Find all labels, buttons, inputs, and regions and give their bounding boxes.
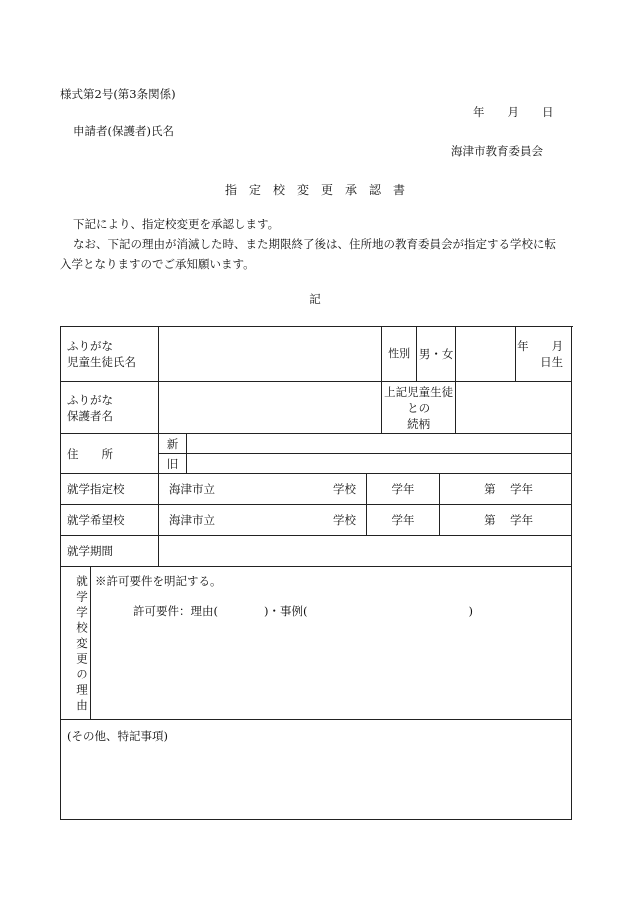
desired-school-suffix: 学校 xyxy=(333,513,357,527)
body-line-3: 入学となりますのでご承知願います。 xyxy=(60,257,255,271)
body-line-2: なお、下記の理由が消滅した時、また期限終了後は、住所地の教育委員会が指定する学校に転 xyxy=(73,237,556,251)
other-notes-row xyxy=(61,720,572,820)
reason-field[interactable] xyxy=(91,567,572,720)
form-number: 様式第2号(第3条関係) xyxy=(60,87,176,101)
period-label: 就学期間 xyxy=(61,536,159,567)
address-label: 住 所 xyxy=(61,434,159,474)
child-furigana: ふりがな xyxy=(67,339,113,353)
guardian-name-field[interactable] xyxy=(159,382,382,434)
reason-label: 就学学校変更の理由 xyxy=(61,567,91,720)
period-field[interactable] xyxy=(159,536,572,567)
child-name-label: 児童生徒氏名 xyxy=(67,355,136,369)
address-new-row xyxy=(61,434,572,454)
birth-date-field[interactable]: 年 月 日生 xyxy=(516,327,572,382)
designated-school-field[interactable] xyxy=(159,474,367,505)
designated-grade-label: 学年 xyxy=(367,474,440,505)
relation-label-line1: 上記児童生徒との xyxy=(384,384,454,415)
body-line-1: 下記により、指定校変更を承認します。 xyxy=(73,217,280,231)
reason-note: ※許可要件を明記する。 xyxy=(95,574,222,588)
designated-dai: 第 xyxy=(484,482,496,496)
desired-dai: 第 xyxy=(484,513,496,527)
address-old-field[interactable] xyxy=(187,454,572,474)
designated-city: 海津市立 xyxy=(169,482,216,496)
issuer-name: 海津市教育委員会 xyxy=(451,144,543,158)
address-old-label: 旧 xyxy=(159,454,187,474)
guardian-label-cell xyxy=(61,382,159,434)
child-name-field[interactable] xyxy=(159,327,382,382)
desired-gakunen: 学年 xyxy=(510,513,534,527)
desired-city: 海津市立 xyxy=(169,513,216,527)
child-row xyxy=(61,327,572,382)
designated-school-row xyxy=(61,474,572,505)
designated-grade-field[interactable] xyxy=(440,474,572,505)
address-new-label: 新 xyxy=(159,434,187,454)
relation-field[interactable] xyxy=(456,382,572,434)
designated-school-label: 就学指定校 xyxy=(61,474,159,505)
child-label-cell xyxy=(61,327,159,382)
guardian-name-label: 保護者名 xyxy=(67,408,113,423)
relation-label xyxy=(382,382,456,434)
relation-label-line2: 続柄 xyxy=(407,416,431,431)
address-new-field[interactable] xyxy=(187,434,572,454)
designated-gakunen: 学年 xyxy=(510,482,534,496)
desired-school-label: 就学希望校 xyxy=(61,505,159,536)
reason-row xyxy=(61,567,572,720)
desired-grade-field[interactable] xyxy=(440,505,572,536)
applicant-name-label: 申請者(保護者)氏名 xyxy=(73,124,174,138)
period-row xyxy=(61,536,572,567)
document-title: 指 定 校 変 更 承 認 書 xyxy=(224,183,405,197)
gender-blank xyxy=(456,327,516,382)
application-table xyxy=(60,326,587,820)
ki-label: 記 xyxy=(309,292,321,306)
desired-school-field[interactable] xyxy=(159,505,367,536)
reason-detail: 許可要件：理由( )・事例( ) xyxy=(133,604,473,618)
desired-school-row xyxy=(61,505,572,536)
other-notes-label: (その他、特記事項) xyxy=(67,729,168,743)
guardian-row xyxy=(61,382,572,434)
gender-options[interactable]: 男・女 xyxy=(417,327,456,382)
gender-label: 性別 xyxy=(382,327,417,382)
other-notes-field[interactable] xyxy=(61,720,572,820)
desired-grade-label: 学年 xyxy=(367,505,440,536)
guardian-furigana: ふりがな xyxy=(67,392,113,407)
designated-school-suffix: 学校 xyxy=(333,482,357,496)
date-line: 年 月 日 xyxy=(473,105,554,119)
